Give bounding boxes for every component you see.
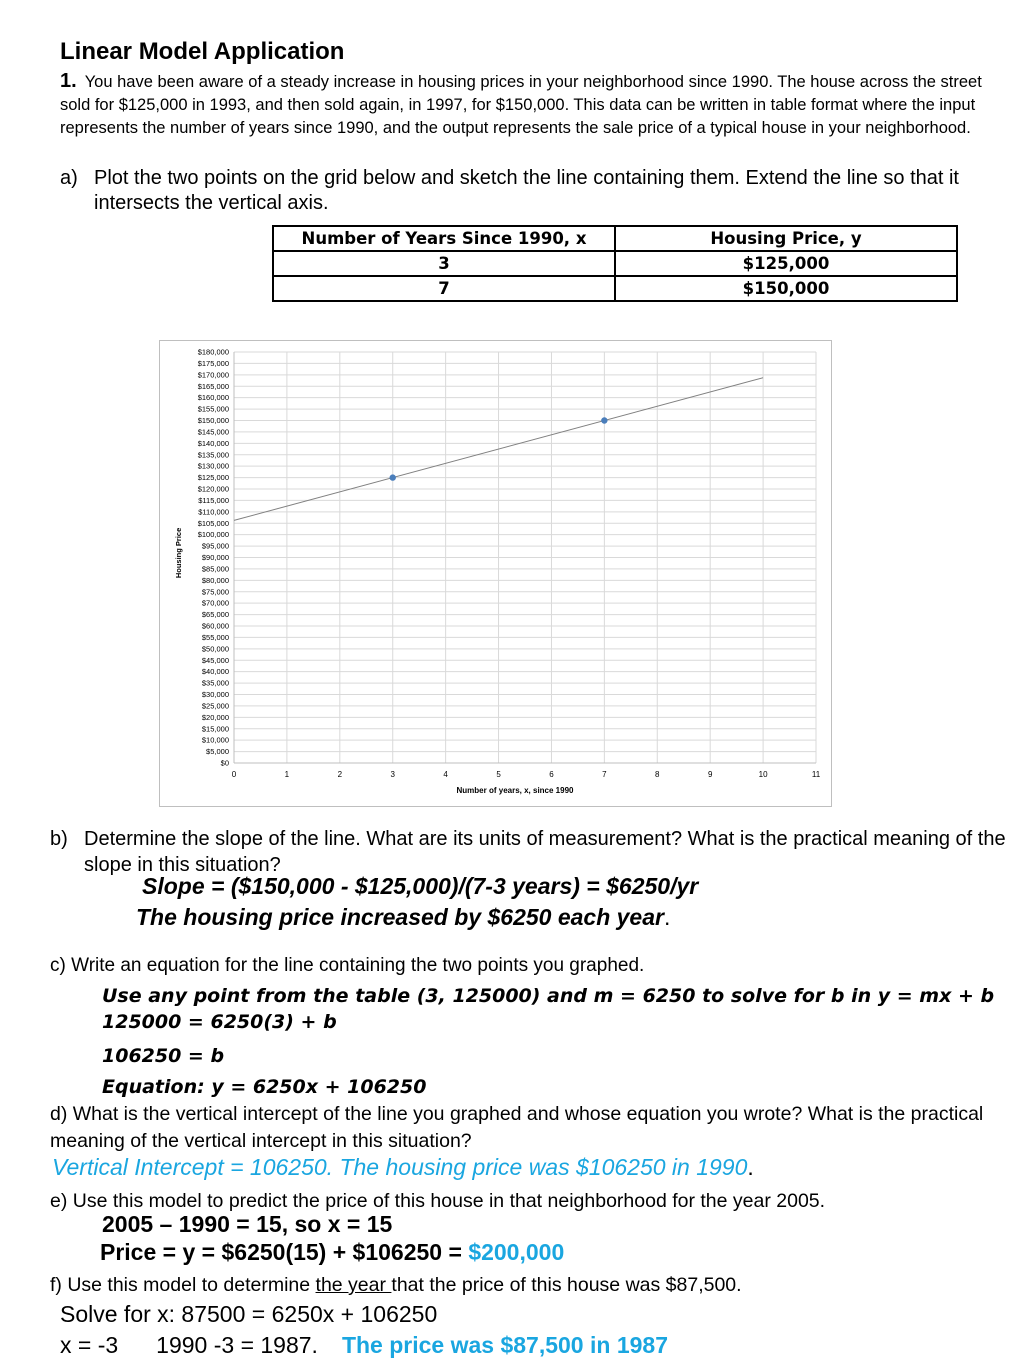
prediction-formula: Price = y = $6250(15) + $106250 = xyxy=(100,1239,469,1265)
x-tick-label: 1 xyxy=(284,770,290,779)
page-title: Linear Model Application xyxy=(60,38,345,65)
solve-x: x = -3 xyxy=(60,1332,119,1358)
y-tick-label: $75,000 xyxy=(201,587,229,597)
data-point xyxy=(390,474,396,480)
y-tick-label: $165,000 xyxy=(197,381,229,391)
y-tick-label: $80,000 xyxy=(201,575,229,585)
table-cell: 3 xyxy=(273,251,615,276)
intercept-answer xyxy=(52,1154,754,1181)
x-tick-label: 2 xyxy=(337,770,343,779)
table-cell: $125,000 xyxy=(615,251,957,276)
part-b-text: Determine the slope of the line. What are its units of measurement? What is the practical meaning of the slope in this situation? xyxy=(84,828,1006,876)
y-tick-label: $175,000 xyxy=(197,358,229,368)
problem-number: 1. xyxy=(60,70,77,92)
equation-step: Use any point from the table (3, 125000) and m = 6250 to solve for b in y = mx + b xyxy=(102,985,995,1007)
y-tick-label: $155,000 xyxy=(197,404,229,414)
table-header-x: Number of Years Since 1990, x xyxy=(273,226,615,251)
intercept-answer-period: . xyxy=(747,1154,754,1180)
x-tick-label: 5 xyxy=(496,770,501,779)
prediction-step: 2005 – 1990 = 15, so x = 15 xyxy=(102,1211,393,1237)
solve-year: 1990 -3 = 1987. xyxy=(156,1332,318,1358)
y-tick-label: $0 xyxy=(220,758,229,768)
y-tick-label: $15,000 xyxy=(201,724,229,734)
chart-frame xyxy=(159,340,832,807)
y-tick-label: $45,000 xyxy=(201,655,229,665)
part-f-underlined: the year xyxy=(315,1274,392,1296)
y-tick-label: $5,000 xyxy=(206,747,229,757)
solve-answer: The price was $87,500 in 1987 xyxy=(341,1332,668,1358)
y-tick-label: $70,000 xyxy=(201,598,229,608)
table-row xyxy=(273,251,957,276)
prediction-result xyxy=(100,1239,564,1266)
housing-price-chart xyxy=(160,341,831,806)
y-tick-label: $140,000 xyxy=(197,438,229,448)
part-a-question xyxy=(60,166,1024,216)
part-f-text-before: f) Use this model to determine xyxy=(50,1274,316,1296)
y-tick-label: $145,000 xyxy=(197,427,229,437)
y-tick-label: $170,000 xyxy=(197,370,229,380)
x-tick-label: 3 xyxy=(390,770,395,779)
y-tick-label: $95,000 xyxy=(201,541,229,551)
x-tick-label: 10 xyxy=(758,770,768,779)
y-tick-label: $20,000 xyxy=(201,712,229,722)
part-b-label: b) xyxy=(50,828,68,850)
solve-step: Solve for x: 87500 = 6250x + 106250 xyxy=(60,1301,438,1327)
slope-meaning-answer xyxy=(136,904,670,931)
table-header-y: Housing Price, y xyxy=(615,226,957,251)
slope-meaning-text: The housing price increased by $6250 each year xyxy=(136,904,664,930)
part-d-question: d) What is the vertical intercept of the line you graphed and whose equation you wrote? What is the practical meaning of the vertical intercept in this situation? xyxy=(50,1103,984,1152)
table-cell: 7 xyxy=(273,276,615,301)
y-tick-label: $55,000 xyxy=(201,632,229,642)
y-tick-label: $35,000 xyxy=(201,678,229,688)
problem-statement xyxy=(60,70,1000,140)
x-tick-label: 6 xyxy=(549,770,554,779)
y-tick-label: $100,000 xyxy=(197,530,229,540)
y-tick-label: $125,000 xyxy=(197,473,229,483)
x-tick-label: 8 xyxy=(655,770,660,779)
table-cell: $150,000 xyxy=(615,276,957,301)
y-tick-label: $130,000 xyxy=(197,461,229,471)
y-tick-label: $135,000 xyxy=(197,450,229,460)
y-tick-label: $180,000 xyxy=(197,347,229,357)
y-tick-label: $150,000 xyxy=(197,416,229,425)
y-tick-label: $160,000 xyxy=(197,393,229,403)
part-c-question: c) Write an equation for the line containing the two points you graphed. xyxy=(50,955,645,976)
y-tick-label: $10,000 xyxy=(201,735,229,745)
y-tick-label: $90,000 xyxy=(201,553,229,562)
x-tick-label: 0 xyxy=(231,770,237,779)
part-a-text: Plot the two points on the grid below and sketch the line containing them. Extend the line so that it intersects the vertical axis. xyxy=(94,167,959,214)
x-tick-label: 9 xyxy=(707,770,713,779)
y-tick-label: $30,000 xyxy=(201,690,229,699)
equation-result: Equation: y = 6250x + 106250 xyxy=(102,1076,427,1098)
part-b-question xyxy=(50,826,1024,878)
table-header-row xyxy=(273,226,957,251)
solve-result xyxy=(60,1332,668,1359)
slope-meaning-period: . xyxy=(663,904,671,930)
prediction-answer: $200,000 xyxy=(468,1239,565,1265)
slope-answer: Slope = ($150,000 - $125,000)/(7-3 years) = $6250/yr xyxy=(142,873,699,899)
y-tick-label: $25,000 xyxy=(201,701,229,711)
part-f-question xyxy=(50,1274,742,1297)
y-tick-label: $60,000 xyxy=(201,621,229,631)
data-table xyxy=(272,225,958,302)
x-tick-label: 7 xyxy=(602,770,607,779)
x-tick-label: 4 xyxy=(443,770,448,779)
y-axis-label: Housing Price xyxy=(174,527,183,579)
x-axis-label: Number of years, x, since 1990 xyxy=(456,786,574,795)
y-tick-label: $115,000 xyxy=(198,495,229,505)
part-a-label: a) xyxy=(60,167,78,189)
y-tick-label: $50,000 xyxy=(201,644,229,654)
y-tick-label: $85,000 xyxy=(201,564,229,574)
part-f-text-after: that the price of this house was $87,500. xyxy=(391,1274,742,1296)
y-tick-label: $40,000 xyxy=(201,667,229,677)
part-e-question: e) Use this model to predict the price of this house in that neighborhood for the year 2005. xyxy=(50,1190,826,1212)
y-tick-label: $105,000 xyxy=(197,518,229,528)
intercept-answer-text: Vertical Intercept = 106250. The housing price was $106250 in 1990 xyxy=(52,1154,748,1180)
table-row xyxy=(273,276,957,301)
equation-step: 106250 = b xyxy=(102,1045,225,1067)
equation-step: 125000 = 6250(3) + b xyxy=(102,1011,337,1033)
data-point xyxy=(601,417,607,423)
y-tick-label: $120,000 xyxy=(197,484,229,494)
y-tick-label: $65,000 xyxy=(201,610,229,620)
y-tick-label: $110,000 xyxy=(198,507,229,517)
x-tick-label: 11 xyxy=(811,770,821,779)
problem-text: You have been aware of a steady increase in housing prices in your neighborhood since 1990. The house across the street sold for $125,000 in 1993, and then sold again, in 1997, for $150,000. This data can be written in table format where the input represents the number of years since 1990, and the output represents the sale price of a typical house in your neighborhood. xyxy=(60,73,982,137)
